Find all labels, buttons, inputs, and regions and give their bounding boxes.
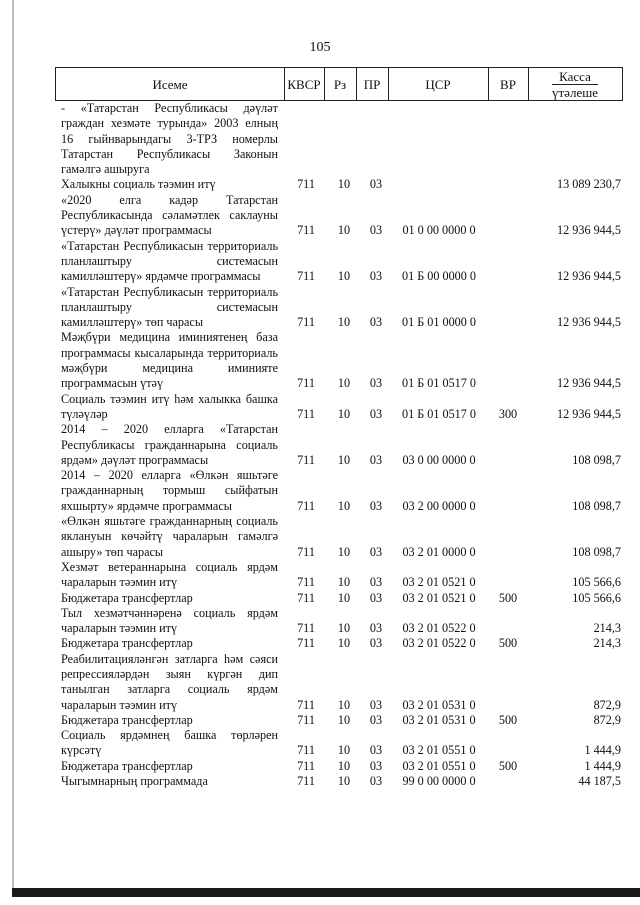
row-kvsr: 711 — [297, 269, 315, 284]
row-sum: 44 187,5 — [578, 774, 621, 789]
row-kvsr: 711 — [297, 315, 315, 330]
table-row — [0, 468, 640, 514]
row-pr: 03 — [369, 712, 383, 727]
row-vr: 500 — [498, 590, 518, 605]
row-rz: 10 — [337, 774, 351, 789]
row-pr: 03 — [369, 743, 383, 758]
row-kvsr: 711 — [297, 177, 315, 192]
row-rz: 10 — [337, 636, 351, 651]
row-sum: 12 936 944,5 — [557, 223, 621, 238]
row-rz: 10 — [337, 406, 351, 421]
header-kassa-bottom: үтәлеше — [552, 84, 598, 100]
row-sum: 12 936 944,5 — [557, 406, 621, 421]
row-rz: 10 — [337, 758, 351, 773]
table-row — [0, 330, 640, 391]
row-rz: 10 — [337, 743, 351, 758]
table-row — [0, 713, 640, 728]
row-sum: 214,3 — [593, 621, 621, 636]
row-pr: 03 — [369, 498, 383, 513]
row-vr: 500 — [498, 636, 518, 651]
row-rz: 10 — [337, 498, 351, 513]
row-csr: 01 0 00 0000 0 — [402, 223, 476, 238]
row-csr: 03 2 01 0531 0 — [402, 697, 476, 712]
table-row — [0, 774, 640, 789]
row-pr: 03 — [369, 376, 383, 391]
row-pr: 03 — [369, 452, 383, 467]
row-kvsr: 711 — [297, 758, 315, 773]
row-csr: 01 Б 00 0000 0 — [401, 269, 477, 284]
row-pr: 03 — [369, 544, 383, 559]
row-name: Социаль ярдәмнең башка төрләрен күрсәтү — [61, 728, 278, 758]
row-pr: 03 — [369, 269, 383, 284]
row-sum: 108 098,7 — [572, 452, 621, 467]
row-pr: 03 — [369, 774, 383, 789]
table-header — [55, 67, 623, 101]
row-csr: 03 2 01 0551 0 — [402, 743, 476, 758]
row-kvsr: 711 — [297, 452, 315, 467]
table-row — [0, 193, 640, 239]
row-pr: 03 — [369, 621, 383, 636]
table-row — [0, 560, 640, 591]
row-csr: 03 0 00 0000 0 — [402, 452, 476, 467]
row-pr: 03 — [369, 758, 383, 773]
row-rz: 10 — [337, 223, 351, 238]
row-name: Бюджетара трансфертлар — [61, 636, 193, 651]
row-csr: 03 2 01 0551 0 — [402, 758, 476, 773]
row-pr: 03 — [369, 406, 383, 421]
header-kassa-top: Касса — [559, 68, 591, 84]
row-name: «Татарстан Республикасын территориаль планлаштыру системасын камилләштерү» төп чарасы — [61, 284, 278, 330]
header-kvsr: КВСР — [287, 76, 321, 92]
row-rz: 10 — [337, 697, 351, 712]
row-rz: 10 — [337, 575, 351, 590]
row-kvsr: 711 — [297, 774, 315, 789]
row-csr: 03 2 01 0521 0 — [402, 575, 476, 590]
row-pr: 03 — [369, 223, 383, 238]
row-name: Халыкны социаль тәэмин итү — [61, 177, 216, 192]
row-csr: 99 0 00 0000 0 — [402, 774, 476, 789]
row-kvsr: 711 — [297, 544, 315, 559]
header-vr: ВР — [500, 76, 516, 92]
row-csr: 03 2 01 0521 0 — [402, 590, 476, 605]
row-kvsr: 711 — [297, 621, 315, 636]
row-pr: 03 — [369, 177, 383, 192]
row-name: Хезмәт ветераннарына социаль ярдәм чараларын тәэмин итү — [61, 559, 278, 590]
row-vr: 500 — [498, 758, 518, 773]
row-kvsr: 711 — [297, 575, 315, 590]
row-rz: 10 — [337, 269, 351, 284]
row-sum: 12 936 944,5 — [557, 376, 621, 391]
row-name: 2014 – 2020 елларга «Татарстан Республикасы гражданнарына социаль ярдәм» дәүләт программасы — [61, 422, 278, 467]
table-row — [0, 422, 640, 468]
row-sum: 214,3 — [593, 636, 621, 651]
table-row — [0, 728, 640, 759]
row-csr: 03 2 01 0522 0 — [402, 636, 476, 651]
row-pr: 03 — [369, 575, 383, 590]
row-csr: 03 2 00 0000 0 — [402, 498, 476, 513]
table-row — [0, 392, 640, 423]
header-pr: ПР — [363, 76, 381, 92]
table-body — [0, 101, 640, 789]
row-sum: 108 098,7 — [572, 544, 621, 559]
table-row — [0, 239, 640, 285]
row-name: Бюджетара трансфертлар — [61, 758, 193, 773]
row-name: Чыгымнарның программада — [61, 774, 208, 789]
row-kvsr: 711 — [297, 406, 315, 421]
table-row — [0, 652, 640, 713]
row-name: - «Татарстан Республикасы дәүләт граждан хезмәте турында» 2003 елның 16 гыйнварындагы 3-ТРЗ номерлы Татарстан Республикасы Законын гамәлгә ашыруга — [61, 101, 278, 177]
row-kvsr: 711 — [297, 697, 315, 712]
table-row — [0, 177, 640, 192]
row-csr: 03 2 01 0531 0 — [402, 712, 476, 727]
table-row — [0, 514, 640, 560]
row-name: Тыл хезмәтчәннәренә социаль ярдәм чараларын тәэмин итү — [61, 605, 278, 636]
header-kassa — [528, 68, 622, 100]
row-csr: 03 2 01 0522 0 — [402, 621, 476, 636]
row-rz: 10 — [337, 712, 351, 727]
row-name: Бюджетара трансфертлар — [61, 712, 193, 727]
header-rz: Рз — [333, 76, 347, 92]
table-row — [0, 591, 640, 606]
row-rz: 10 — [337, 376, 351, 391]
row-sum: 12 936 944,5 — [557, 315, 621, 330]
row-name: «Өлкән яшьтәге гражданнарның социаль яклануын көчәйтү чараларын гамәлгә ашыру» төп чарасы — [61, 514, 278, 559]
header-csr: ЦСР — [425, 76, 451, 92]
row-pr: 03 — [369, 697, 383, 712]
row-rz: 10 — [337, 452, 351, 467]
row-name: «2020 елга кадәр Татарстан Республикасында сәламәтлек саклауны үстерү» дәүләт программасы — [61, 192, 278, 238]
page-number: 105 — [309, 40, 331, 55]
row-vr: 500 — [498, 712, 518, 727]
row-sum: 872,9 — [593, 697, 621, 712]
row-rz: 10 — [337, 315, 351, 330]
row-kvsr: 711 — [297, 223, 315, 238]
row-kvsr: 711 — [297, 590, 315, 605]
table-row — [0, 285, 640, 331]
row-csr: 03 2 01 0000 0 — [402, 544, 476, 559]
row-name: 2014 – 2020 елларга «Өлкән яшьтәге гражданнарның тормыш сыйфатын яхшырту» ярдәмче программасы — [61, 468, 278, 513]
table-row — [0, 636, 640, 651]
row-vr: 300 — [498, 406, 518, 421]
row-sum: 872,9 — [593, 712, 621, 727]
row-sum: 1 444,9 — [584, 743, 621, 758]
row-rz: 10 — [337, 544, 351, 559]
row-sum: 108 098,7 — [572, 498, 621, 513]
row-pr: 03 — [369, 590, 383, 605]
row-kvsr: 711 — [297, 712, 315, 727]
row-rz: 10 — [337, 177, 351, 192]
header-name: Исеме — [152, 76, 188, 92]
table-row — [0, 101, 640, 177]
row-name: Реабилитацияләнгән затларга һәм сәяси репрессияләрдән зыян күргән дип танылган затларга социаль ярдәм чараларын тәэмин итү — [61, 651, 278, 712]
row-sum: 105 566,6 — [572, 590, 621, 605]
row-kvsr: 711 — [297, 636, 315, 651]
row-sum: 105 566,6 — [572, 575, 621, 590]
row-sum: 12 936 944,5 — [557, 269, 621, 284]
row-rz: 10 — [337, 590, 351, 605]
row-sum: 1 444,9 — [584, 758, 621, 773]
row-name: Мәҗбүри медицина иминиятенең база программасы кысаларында территориаль мәҗбүри медицина иминияте программасын үтәү — [61, 330, 278, 391]
row-name: Социаль тәэмин итү һәм халыкка башка түләүләр — [61, 391, 278, 421]
table-row — [0, 759, 640, 774]
scan-bottom-edge — [12, 888, 640, 897]
table-row — [0, 606, 640, 637]
row-pr: 03 — [369, 315, 383, 330]
row-rz: 10 — [337, 621, 351, 636]
row-csr: 01 Б 01 0000 0 — [401, 315, 477, 330]
row-name: «Татарстан Республикасын территориаль планлаштыру системасын камилләштерү» ярдәмче программасы — [61, 238, 278, 284]
row-csr: 01 Б 01 0517 0 — [401, 376, 477, 391]
row-csr: 01 Б 01 0517 0 — [401, 406, 477, 421]
row-kvsr: 711 — [297, 498, 315, 513]
row-pr: 03 — [369, 636, 383, 651]
row-name: Бюджетара трансфертлар — [61, 590, 193, 605]
row-kvsr: 711 — [297, 743, 315, 758]
row-kvsr: 711 — [297, 376, 315, 391]
row-sum: 13 089 230,7 — [557, 177, 621, 192]
